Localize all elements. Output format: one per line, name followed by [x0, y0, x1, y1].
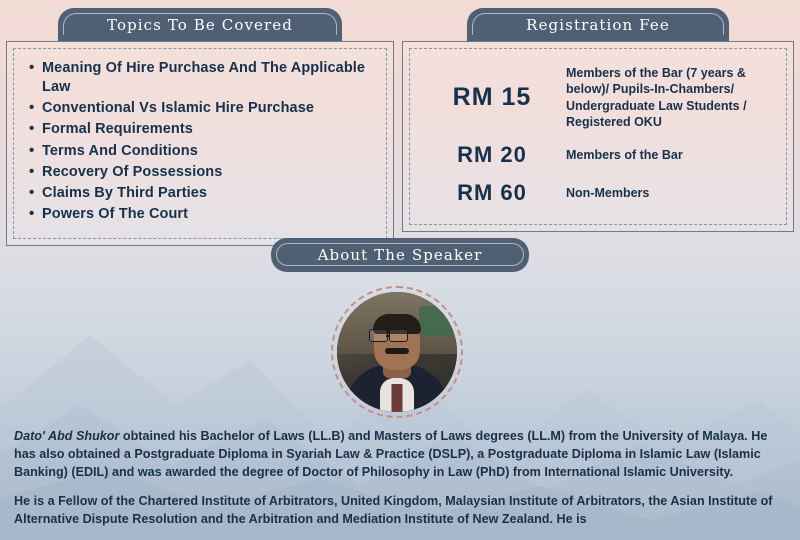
- fee-rows: [418, 59, 778, 212]
- list-item: • Conventional Vs Islamic Hire Purchase: [42, 99, 378, 118]
- avatar: [331, 286, 463, 418]
- list-item: • Claims By Third Parties: [42, 184, 378, 203]
- about-speaker-heading-pill: [271, 238, 529, 272]
- table-row: [418, 142, 778, 168]
- fee-amount: RM 20: [457, 142, 527, 167]
- table-row: [418, 180, 778, 206]
- bio-paragraph-2: He is a Fellow of the Chartered Institute of Arbitrators, United Kingdom, Malaysian Institute of Arbitrators, the Asian Institute of Alternative Dispute Resolution and the Arbitration and Mediation Institute of New Zealand. He is: [14, 493, 773, 526]
- list-item: • Formal Requirements: [42, 120, 378, 139]
- topics-box: [6, 41, 394, 246]
- speaker-photo: [337, 292, 457, 412]
- registration-box: [402, 41, 794, 232]
- topics-box-inner: [13, 48, 387, 239]
- registration-heading-pill: [467, 8, 729, 41]
- about-speaker-section: [0, 238, 800, 272]
- about-speaker-heading-label: About The Speaker: [276, 243, 524, 266]
- fee-description: Non-Members: [566, 185, 650, 200]
- registration-heading-label: Registration Fee: [472, 13, 724, 35]
- fee-description: Members of the Bar: [566, 147, 683, 162]
- table-row: [418, 65, 778, 130]
- fee-amount: RM 15: [452, 83, 532, 111]
- topics-section: [6, 8, 394, 246]
- list-item: • Powers Of The Court: [42, 205, 378, 224]
- bio-paragraph-1: [14, 428, 786, 482]
- bio-paragraph-1-text: obtained his Bachelor of Laws (LL.B) and Masters of Laws degrees (LL.M) from the University of Malaya. He has also obtained a Postgraduate Diploma in Syariah Law & Practice (DSLP), a Postgraduate Diploma in Islamic Law (Islamic Banking) (EDIL) and was awarded the degree of Doctor of Philosophy in Law (PhD) from International Islamic University.: [14, 429, 768, 479]
- speaker-bio: [14, 428, 786, 539]
- list-item: • Recovery Of Possessions: [42, 163, 378, 182]
- speaker-name: Dato' Abd Shukor: [14, 429, 120, 443]
- registration-box-inner: [409, 48, 787, 225]
- list-item: • Terms And Conditions: [42, 142, 378, 161]
- fee-amount: RM 60: [457, 180, 527, 205]
- registration-fee-section: [402, 8, 794, 232]
- topics-list: [22, 59, 378, 224]
- fee-description: Members of the Bar (7 years & below)/ Pupils-In-Chambers/ Undergraduate Law Students / Registered OKU: [566, 66, 747, 129]
- list-item: • Meaning Of Hire Purchase And The Applicable Law: [42, 59, 378, 97]
- topics-heading-pill: [58, 8, 342, 41]
- topics-heading-label: Topics To Be Covered: [63, 13, 337, 35]
